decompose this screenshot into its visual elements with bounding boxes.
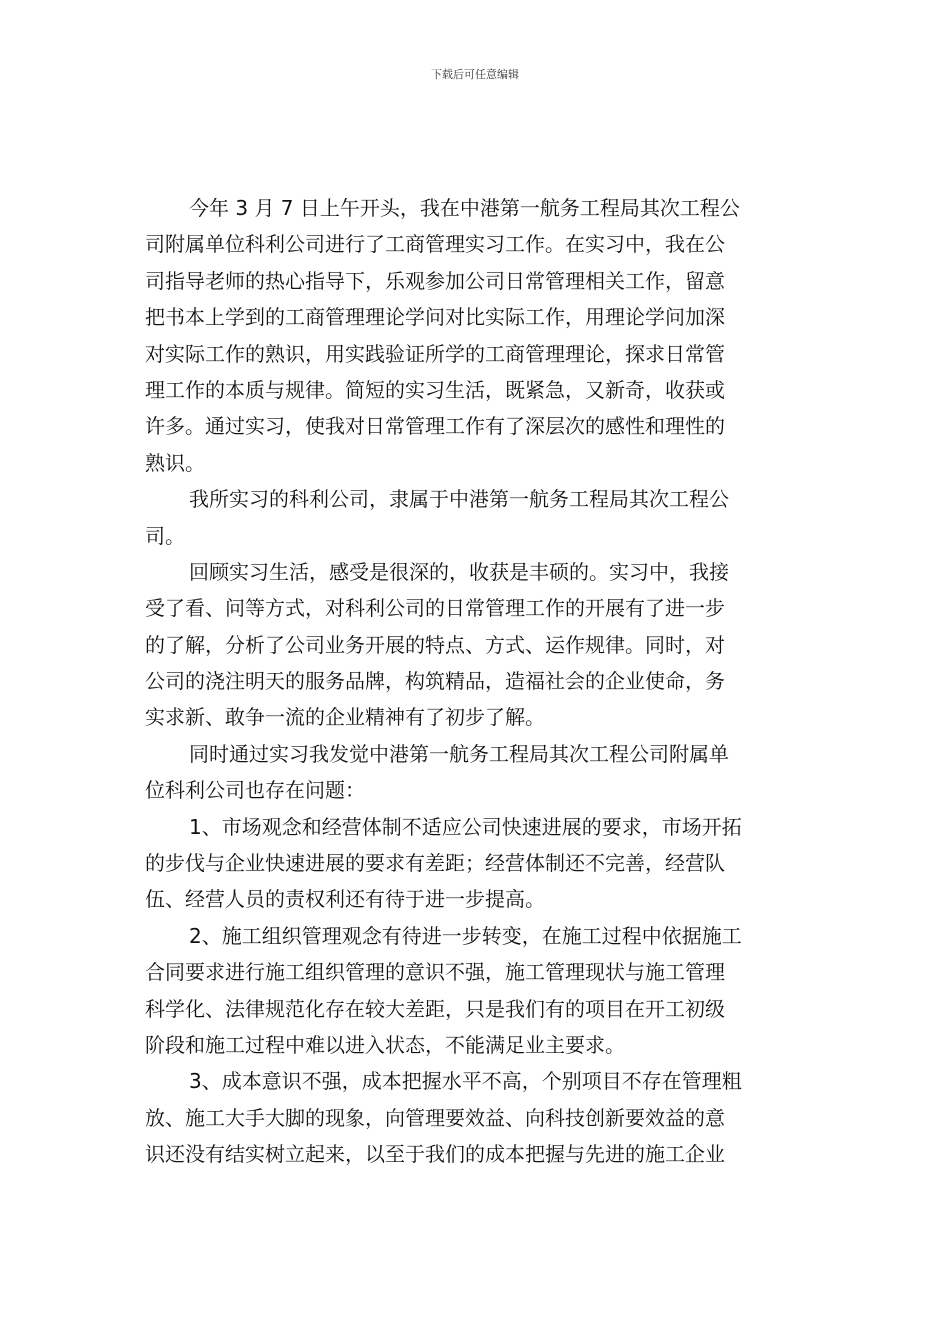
text-line: 熟识。 — [145, 450, 205, 475]
text-line: 司附属单位科利公司进行了工商管理实习工作。在实习中，我在公 — [145, 232, 725, 257]
text-line: 的了解，分析了公司业务开展的特点、方式、运作规律。同时，对 — [145, 632, 725, 657]
document-body — [145, 190, 805, 1173]
text-line: 放、施工大手大脚的现象，向管理要效益、向科技创新要效益的意 — [145, 1105, 725, 1130]
text-line: 司。 — [145, 523, 185, 548]
text-line: 把书本上学到的工商管理理论学问对比实际工作，用理论学问加深 — [145, 305, 725, 330]
text-line: 对实际工作的熟识，用实践验证所学的工商管理理论，探求日常管 — [145, 341, 725, 366]
text-line: 3、成本意识不强，成本把握水平不高，个别项目不存在管理粗 — [189, 1069, 742, 1094]
text-line: 位科利公司也存在问题： — [145, 778, 365, 803]
text-line: 1、市场观念和经营体制不适应公司快速进展的要求，市场开拓 — [189, 814, 742, 839]
text-line: 许多。通过实习，使我对日常管理工作有了深层次的感性和理性的 — [145, 414, 725, 439]
text-line: 回顾实习生活，感受是很深的，收获是丰硕的。实习中，我接 — [189, 559, 729, 584]
text-line: 公司的浇注明天的服务品牌，构筑精品，造福社会的企业使命，务 — [145, 669, 725, 694]
text-line: 2、施工组织管理观念有待进一步转变，在施工过程中依据施工 — [189, 923, 742, 948]
text-line: 科学化、法律规范化存在较大差距，只是我们有的项目在开工初级 — [145, 996, 725, 1021]
text-line: 理工作的本质与规律。简短的实习生活，既紧急，又新奇，收获或 — [145, 377, 725, 402]
text-line: 司指导老师的热心指导下，乐观参加公司日常管理相关工作，留意 — [145, 268, 725, 293]
text-line: 受了看、问等方式，对科利公司的日常管理工作的开展有了进一步 — [145, 596, 725, 621]
page-header: 下载后可任意编辑 — [431, 68, 519, 81]
text-line: 同时通过实习我发觉中港第一航务工程局其次工程公司附属单 — [189, 741, 729, 766]
text-line: 伍、经营人员的责权利还有待于进一步提高。 — [145, 887, 545, 912]
text-line: 合同要求进行施工组织管理的意识不强，施工管理现状与施工管理 — [145, 960, 725, 985]
text-line: 阶段和施工过程中难以进入状态，不能满足业主要求。 — [145, 1032, 625, 1057]
text-line: 识还没有结实树立起来，以至于我们的成本把握与先进的施工企业 — [145, 1142, 725, 1167]
text-line: 实求新、敢争一流的企业精神有了初步了解。 — [145, 705, 545, 730]
text-line: 的步伐与企业快速进展的要求有差距；经营体制还不完善，经营队 — [145, 851, 725, 876]
text-line: 我所实习的科利公司，隶属于中港第一航务工程局其次工程公 — [189, 487, 729, 512]
text-line: 今年 3 月 7 日上午开头，我在中港第一航务工程局其次工程公 — [189, 196, 740, 220]
